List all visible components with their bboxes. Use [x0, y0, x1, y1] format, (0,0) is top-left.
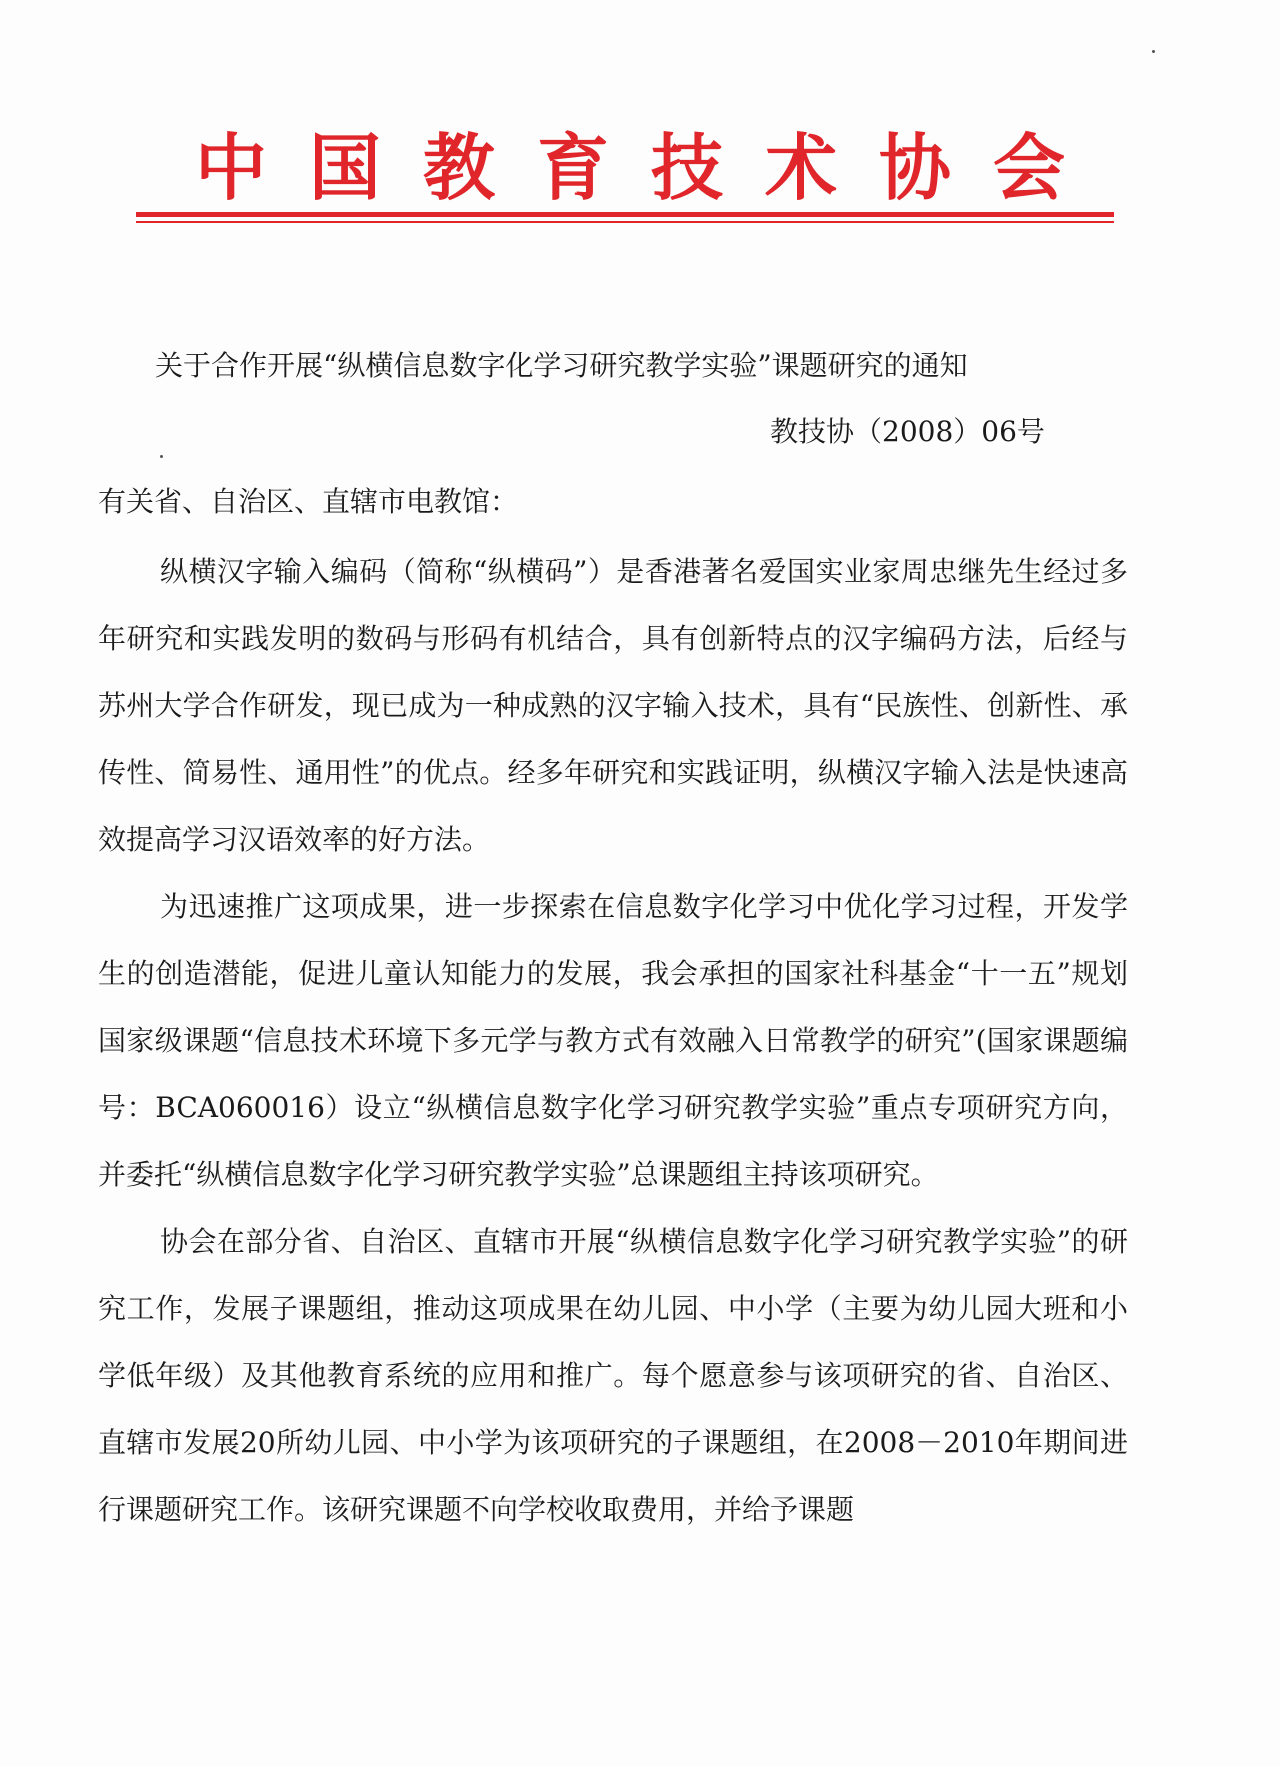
letterhead-rule-thin: [136, 221, 1114, 223]
scan-speck: [160, 455, 163, 458]
notice-doc-number: 教技协（2008）06号: [770, 415, 1045, 448]
body-paragraph-3: 协会在部分省、自治区、直辖市开展“纵横信息数字化学习研究教学实验”的研究工作，发展子课题组，推动这项成果在幼儿园、中小学（主要为幼儿园大班和小学低年级）及其他教育系统的应用和推广。每个愿意参与该项研究的省、自治区、直辖市发展20所幼儿园、中小学为该项研究的子课题组，在2008－2010年期间进行课题研究工作。该研究课题不向学校收取费用，并给予课题: [98, 1225, 1128, 1526]
notice-body: [98, 538, 1128, 1543]
letterhead-org-name: 中国教育技术协会: [194, 126, 1107, 210]
body-paragraph-1: 纵横汉字输入编码（简称“纵横码”）是香港著名爱国实业家周忠继先生经过多年研究和实践发明的数码与形码有机结合，具有创新特点的汉字编码方法，后经与苏州大学合作研发，现已成为一种成熟的汉字输入技术，具有“民族性、创新性、承传性、简易性、通用性”的优点。经多年研究和实践证明，纵横汉字输入法是快速高效提高学习汉语效率的好方法。: [98, 555, 1128, 856]
notice-addressee: 有关省、自治区、直辖市电教馆：: [98, 485, 519, 518]
letterhead-rule-thick: [136, 212, 1114, 217]
notice-title: 关于合作开展“纵横信息数字化学习研究教学实验”课题研究的通知: [155, 349, 968, 382]
scan-speck: [1152, 50, 1155, 53]
body-paragraph-2: 为迅速推广这项成果，进一步探索在信息数字化学习中优化学习过程，开发学生的创造潜能，促进儿童认知能力的发展，我会承担的国家社科基金“十一五”规划国家级课题“信息技术环境下多元学与教方式有效融入日常教学的研究”(国家课题编号：BCA060016）设立“纵横信息数字化学习研究教学实验”重点专项研究方向，并委托“纵横信息数字化学习研究教学实验”总课题组主持该项研究。: [98, 890, 1128, 1191]
